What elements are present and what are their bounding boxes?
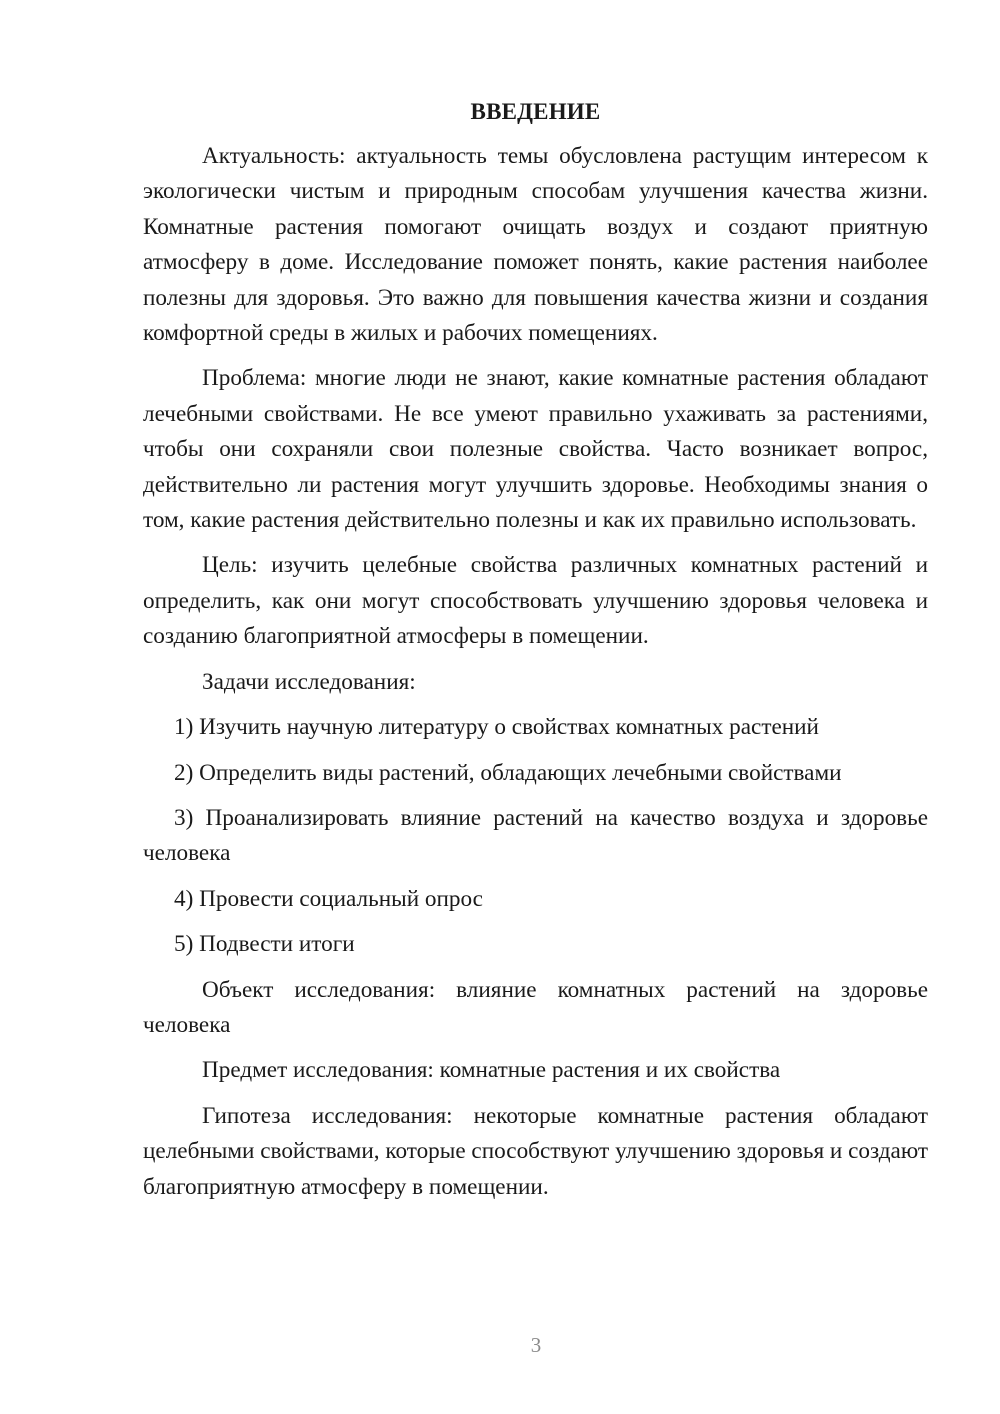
- problem-paragraph: Проблема: многие люди не знают, какие комнатные растения обладают лечебными свойствами. Не все умеют правильно ухаживать за растениями, чтобы они сохраняли свои полезные свойства. Часто возникает вопрос, действительно ли растения могут улучшить здоровье. Необходимы знания о том, какие растения действительно полезны и как их правильно использовать.: [143, 365, 928, 534]
- task-item: 2) Определить виды растений, обладающих лечебными свойствами: [174, 759, 842, 786]
- task-item: 5) Подвести итоги: [174, 931, 355, 958]
- section-title: ВВЕДЕНИЕ: [470, 99, 601, 124]
- tasks-heading: Задачи исследования:: [202, 668, 416, 695]
- relevance-paragraph: Актуальность: актуальность темы обусловлена растущим интересом к экологически чистым и природным способам улучшения качества жизни. Комнатные растения помогают очищать воздух и создают приятную атмосферу в доме. Исследование поможет понять, какие растения наиболее полезны для здоровья. Это важно для повышения качества жизни и создания комфортной среды в жилых и рабочих помещениях.: [143, 143, 928, 347]
- task-item: 1) Изучить научную литературу о свойствах комнатных растений: [174, 714, 819, 741]
- subject-paragraph: Предмет исследования: комнатные растения и их свойства: [202, 1057, 781, 1084]
- document-body: [143, 94, 928, 1215]
- goal-paragraph: Цель: изучить целебные свойства различных комнатных растений и определить, как они могут способствовать улучшению здоровья человека и созданию благоприятной атмосферы в помещении.: [143, 552, 928, 650]
- hypothesis-paragraph: Гипотеза исследования: некоторые комнатные растения обладают целебными свойствами, которые способствуют улучшению здоровья и создают благоприятную атмосферу в помещении.: [143, 1102, 928, 1200]
- task-item: 4) Провести социальный опрос: [174, 885, 483, 912]
- task-item: 3) Проанализировать влияние растений на качество воздуха и здоровье человека: [143, 804, 928, 867]
- object-paragraph: Объект исследования: влияние комнатных растений на здоровье человека: [143, 976, 928, 1038]
- page-number: 3: [530, 1333, 542, 1357]
